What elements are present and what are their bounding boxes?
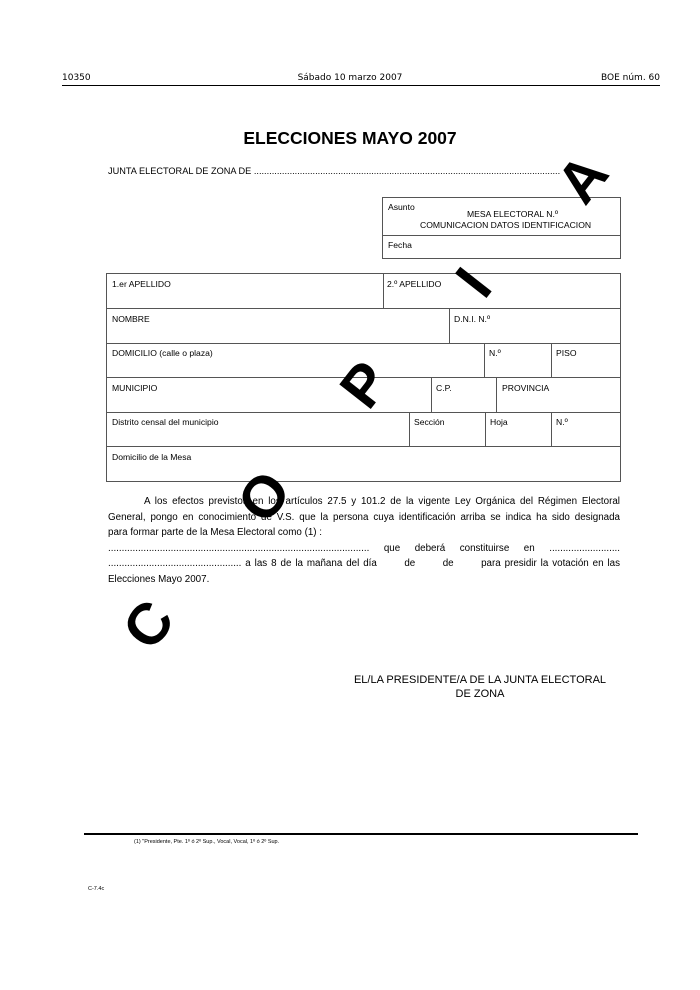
numero2-label: N.º (556, 417, 568, 427)
row-divider (107, 308, 620, 309)
body-line: ................................................. a las 8 de la mañana del día de de para presidir la votación en las (108, 558, 620, 569)
asunto-divider (383, 235, 620, 236)
municipio-label: MUNICIPIO (112, 383, 158, 393)
cp-label: C.P. (436, 383, 452, 393)
col-divider (496, 377, 497, 412)
fecha-label: Fecha (388, 240, 412, 250)
watermark-letter-a: A (544, 142, 622, 216)
col-divider (485, 412, 486, 446)
body-paragraph (108, 494, 620, 587)
signature-block (330, 673, 630, 701)
body-line: ................................................................................................ que deberá constituirse en .......................... (108, 542, 620, 554)
footnote: (1) "Presidente, Pte. 1º ó 2º Sup., Vocal, Vocal, 1º ó 2º Sup. (134, 839, 280, 845)
watermark-letter-p: P (327, 349, 403, 420)
col-divider (551, 412, 552, 446)
col-divider (409, 412, 410, 446)
numero-label: N.º (489, 348, 501, 358)
watermark-letter-o: O (224, 458, 304, 535)
page-number: 10350 (62, 73, 91, 83)
header-issue: BOE núm. 60 (601, 73, 660, 83)
mesa-electoral-label: MESA ELECTORAL N.º (467, 209, 559, 219)
body-line: A los efectos previstos en los artículos 27.5 y 101.2 de la vigente Ley Orgánica del Régimen Electoral (144, 496, 620, 507)
document-title: ELECCIONES MAYO 2007 (243, 128, 457, 148)
form-code: C-7.4c (88, 886, 105, 892)
distrito-label: Distrito censal del municipio (112, 417, 219, 427)
body-line: Elecciones Mayo 2007. (108, 573, 210, 585)
header-date: Sábado 10 marzo 2007 (297, 73, 403, 83)
col-divider (431, 377, 432, 412)
body-line: para formar parte de la Mesa Electoral como (1) : (108, 527, 322, 538)
body-line: General, pongo en conocimiento de V.S. que la persona cuya identificación arriba se indica ha sido designada (108, 511, 620, 523)
nombre-label: NOMBRE (112, 314, 150, 324)
apellido2-label: 2.º APELLIDO (387, 279, 442, 289)
domicilio-mesa-label: Domicilio de la Mesa (112, 452, 192, 462)
watermark-letter-i: I (443, 256, 505, 310)
footnote-rule (84, 833, 638, 835)
col-divider (484, 343, 485, 377)
watermark-letter-c: C (110, 588, 188, 662)
signature-line-1: EL/LA PRESIDENTE/A DE LA JUNTA ELECTORAL (353, 674, 607, 686)
piso-label: PISO (556, 348, 577, 358)
apellido1-label: 1.er APELLIDO (112, 279, 171, 289)
row-divider (107, 343, 620, 344)
signature-line-2: DE ZONA (455, 688, 505, 700)
col-divider (551, 343, 552, 377)
row-divider (107, 446, 620, 447)
asunto-label: Asunto (388, 202, 415, 212)
col-divider (449, 308, 450, 343)
junta-electoral-line: JUNTA ELECTORAL DE ZONA DE ........................................................................................................................ (108, 166, 561, 176)
header-rule (62, 85, 660, 86)
dni-label: D.N.I. N.º (454, 314, 491, 324)
provincia-label: PROVINCIA (502, 383, 550, 393)
seccion-label: Sección (414, 417, 445, 427)
row-divider (107, 412, 620, 413)
hoja-label: Hoja (490, 417, 508, 427)
col-divider (383, 274, 384, 308)
comunicacion-label: COMUNICACION DATOS IDENTIFICACION (420, 220, 592, 230)
domicilio-label: DOMICILIO (calle o plaza) (112, 348, 213, 358)
